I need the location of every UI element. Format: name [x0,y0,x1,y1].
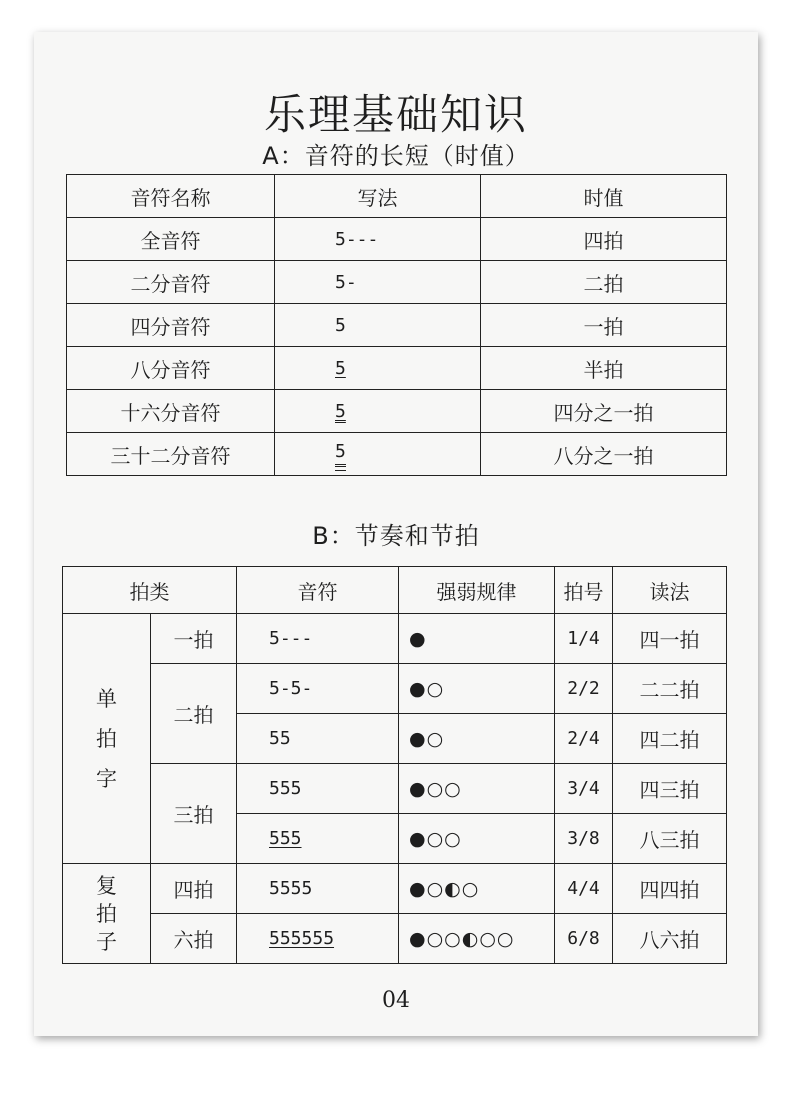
table-header-row [67,175,727,218]
note-notation: 5 [335,357,346,379]
table-row [63,864,727,914]
note-name: 三十二分音符 [67,433,275,476]
page-title: 乐理基础知识 [263,90,528,139]
note-name: 全音符 [67,218,275,261]
note-duration: 半拍 [481,347,727,390]
subgroup-four-beat: 四拍 [151,864,237,914]
strength-pattern: ●○ [399,664,555,714]
notes: 555 [269,828,302,849]
note-duration-table [66,174,727,476]
time-signature: 4/4 [555,864,613,914]
notes-group-b: 555 [301,928,335,949]
notes: 5555 [237,864,399,914]
strength-pattern: ●○○ [399,814,555,864]
group-compound-meter: 复 拍 子 [63,864,151,964]
note-duration: 二拍 [481,261,727,304]
note-duration: 四拍 [481,218,727,261]
notes-group-a: 555 [269,928,302,949]
table-row [67,304,727,347]
table-row [63,764,727,814]
notes: 555 [237,764,399,814]
strength-pattern: ●○○ [399,764,555,814]
time-signature: 6/8 [555,914,613,964]
reading: 四四拍 [613,864,727,914]
header-note-name: 音符名称 [67,175,275,218]
notes: 55 [237,714,399,764]
note-name: 二分音符 [67,261,275,304]
time-signature: 1/4 [555,614,613,664]
time-signature: 3/4 [555,764,613,814]
time-signature: 2/2 [555,664,613,714]
table-row [67,433,727,476]
reading: 二二拍 [613,664,727,714]
strength-pattern: ● [399,614,555,664]
reading: 四二拍 [613,714,727,764]
note-name: 八分音符 [67,347,275,390]
section-b-heading: B：节奏和节拍 [312,522,480,550]
header-notation: 写法 [275,175,481,218]
subgroup-one-beat: 一拍 [151,614,237,664]
note-name: 四分音符 [67,304,275,347]
group-simple-meter: 单 拍 字 [63,614,151,864]
table-header-row [63,567,727,614]
table-row [63,664,727,714]
header-duration: 时值 [481,175,727,218]
table-row [67,218,727,261]
reading: 八六拍 [613,914,727,964]
strength-pattern: ●○ [399,714,555,764]
header-notes: 音符 [237,567,399,614]
table-row [67,390,727,433]
section-a-heading: A：音符的长短（时值） [262,142,530,170]
note-name: 十六分音符 [67,390,275,433]
time-signature: 3/8 [555,814,613,864]
note-duration: 八分之一拍 [481,433,727,476]
note-notation: 5 [275,304,481,347]
strength-pattern: ●○○◐○○ [399,914,555,964]
header-reading: 读法 [613,567,727,614]
book-page [34,32,758,1036]
time-signature: 2/4 [555,714,613,764]
table-row [67,347,727,390]
notes: 5--- [237,614,399,664]
note-notation: 5 [335,442,346,467]
reading: 四三拍 [613,764,727,814]
note-duration: 一拍 [481,304,727,347]
subgroup-three-beat: 三拍 [151,764,237,864]
subgroup-two-beat: 二拍 [151,664,237,764]
header-strength-pattern: 强弱规律 [399,567,555,614]
note-notation: 5--- [275,218,481,261]
notes: 5-5- [237,664,399,714]
table-row [63,614,727,664]
strength-pattern: ●○◐○ [399,864,555,914]
page-number: 04 [382,988,410,1013]
header-beat-type: 拍类 [63,567,237,614]
note-duration: 四分之一拍 [481,390,727,433]
reading: 四一拍 [613,614,727,664]
note-notation: 5- [275,261,481,304]
table-row [63,914,727,964]
subgroup-six-beat: 六拍 [151,914,237,964]
rhythm-meter-table [62,566,727,964]
reading: 八三拍 [613,814,727,864]
header-time-signature: 拍号 [555,567,613,614]
table-row [67,261,727,304]
note-notation: 5 [335,400,346,422]
